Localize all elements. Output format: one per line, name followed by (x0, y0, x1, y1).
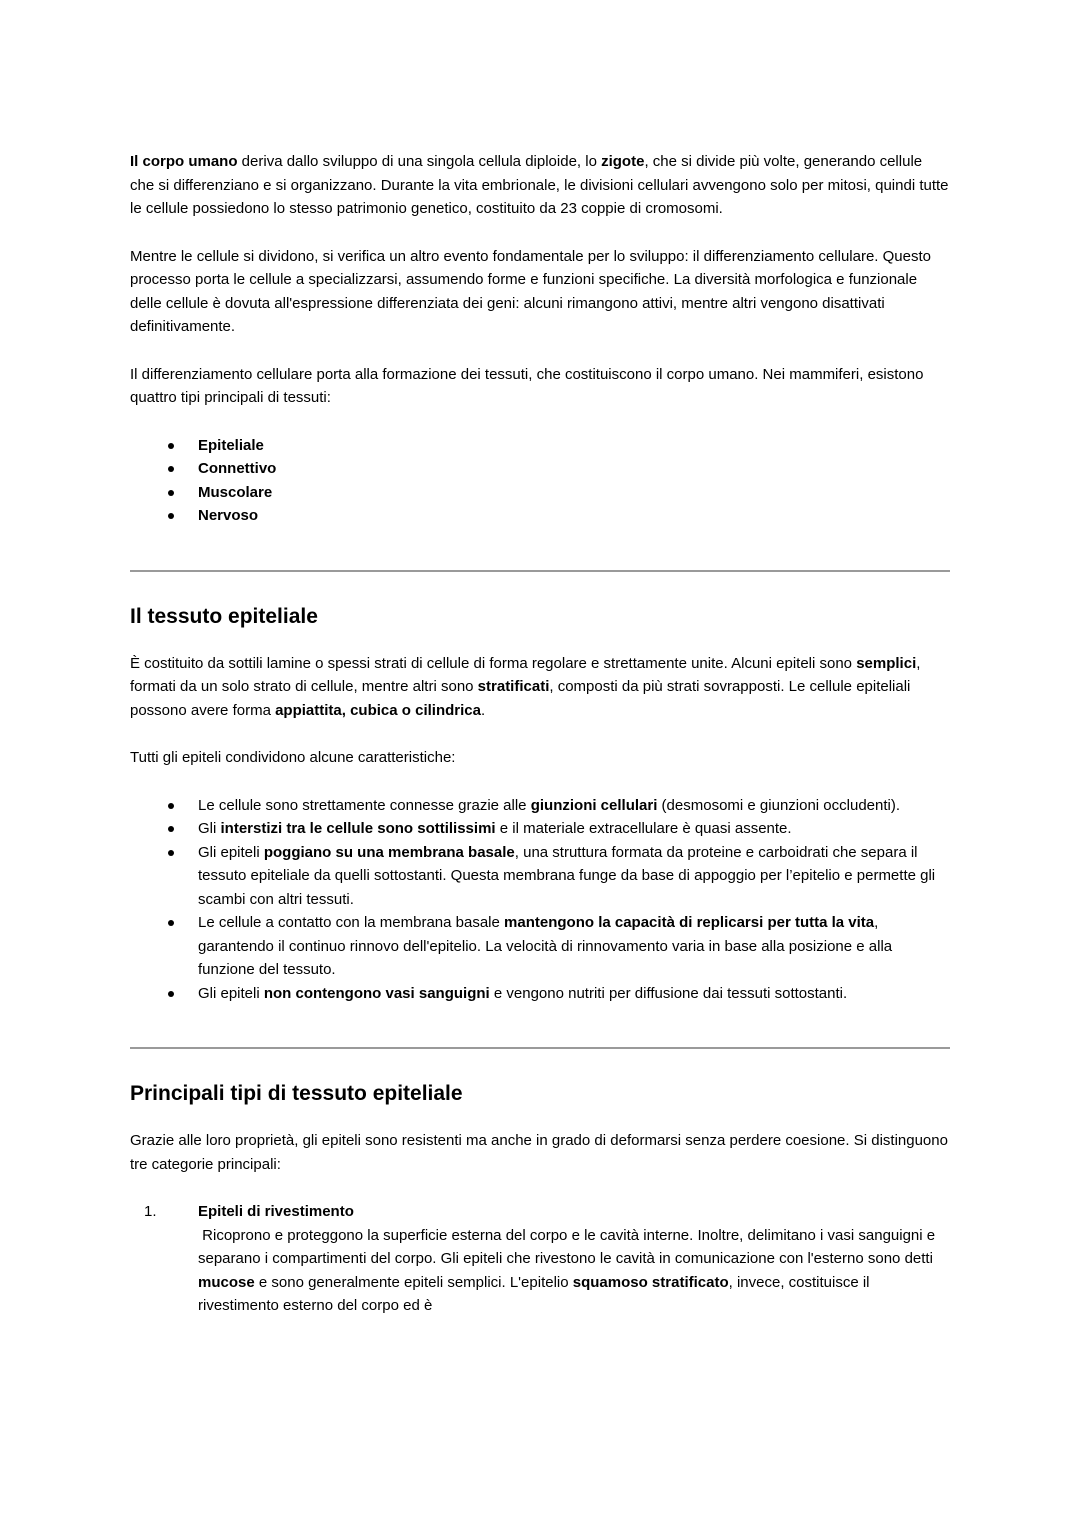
epithelial-description-paragraph (130, 652, 950, 723)
tissue-types-list (130, 434, 950, 528)
list-item-text (198, 817, 950, 841)
text-run: Ricoprono e proteggono la superficie esterna del corpo e le cavità interne. Inoltre, delimitano i vasi sanguigni e separano i compartimenti del corpo. Gli epiteli che rivestono le cavità in comunicazione con l'esterno sono detti (198, 1226, 940, 1267)
list-marker (130, 982, 198, 1006)
text-run: Mentre le cellule si dividono, si verifica un altro evento fondamentale per lo sviluppo: il differenziamento cellulare. Questo processo porta le cellule a specializzarsi, assumendo forme e funzioni specifiche. La diversità morfologica e funzionale delle cellule è dovuta all'espressione differenziata dei geni: alcuni rimangono attivi, mentre altri vengono disattivati definitivamente. (130, 247, 931, 335)
bullet-icon (168, 991, 174, 997)
bold-text-run: Epiteliale (198, 436, 264, 454)
epithelial-types-heading: Principali tipi di tessuto epiteliale (130, 1082, 463, 1105)
list-number: 1. (144, 1203, 157, 1220)
section-divider-2 (130, 1047, 950, 1049)
text-run: Gli epiteli (198, 984, 264, 1002)
bullet-icon (168, 513, 174, 519)
text-run: , formati da un solo strato di cellule, mentre altri sono (130, 654, 921, 695)
text-run: Le cellule a contatto con la membrana basale (198, 914, 505, 931)
text-run: , una struttura formata da proteine e carboidrati che separa il tessuto epiteliale da quelli sottostanti. Questa membrana funge da base di appoggio per l’epitelio e permette gli scambi con altri tessuti. (198, 843, 940, 908)
bold-text-run: stratificati (477, 678, 550, 695)
text-run: e sono generalmente epiteli semplici. L'epitelio (254, 1273, 573, 1291)
list-item (130, 982, 950, 1006)
epithelial-tissue-heading: Il tessuto epiteliale (130, 604, 318, 628)
text-run: È costituito da sottili lamine o spessi strati di cellule di forma regolare e strettamente unite. Alcuni epiteli sono (130, 654, 857, 672)
list-marker (130, 911, 198, 982)
characteristics-intro-paragraph (130, 746, 950, 770)
list-item-text (198, 982, 950, 1006)
bold-text-run: giunzioni cellulari (530, 796, 658, 814)
bold-text-run: Muscolare (198, 483, 273, 501)
bold-text-run: mucose (198, 1273, 255, 1291)
text-run: Le cellule sono strettamente connesse grazie alle (198, 796, 531, 814)
text-run: , invece, costituisce il rivestimento esterno del corpo ed è (198, 1273, 874, 1314)
text-run: , che si divide più volte, generando cellule che si differenziano e si organizzano. Durante la vita embrionale, le divisioni cellulari avvengono solo per mitosi, quindi tutte le cellule possiedono lo stesso patrimonio genetico, costituito da 23 coppie di cromosomi. (130, 153, 949, 217)
text-run: . (480, 701, 486, 719)
list-item (130, 481, 950, 505)
epithelial-categories-list (130, 1200, 950, 1318)
list-marker (130, 457, 198, 481)
list-item (130, 434, 950, 458)
list-item-text (198, 1200, 950, 1318)
list-item (130, 794, 950, 818)
bullet-icon (168, 803, 174, 809)
list-item (130, 841, 950, 912)
list-marker (130, 481, 198, 505)
characteristics-list (130, 794, 950, 1006)
text-run: e vengono nutriti per diffusione dai tessuti sottostanti. (489, 984, 848, 1002)
intro-paragraph (130, 150, 950, 221)
bold-text-run: Il corpo umano (130, 153, 238, 170)
epithelial-types-intro-paragraph (130, 1129, 950, 1176)
text-run: e il materiale extracellulare è quasi assente. (495, 820, 792, 837)
list-item-text (198, 434, 950, 458)
list-marker (130, 794, 198, 818)
list-item-text (198, 841, 950, 912)
list-item-text (198, 794, 950, 818)
list-item (130, 817, 950, 841)
list-marker (130, 504, 198, 528)
bold-text-run: Epiteli di rivestimento (198, 1203, 354, 1220)
list-item (130, 911, 950, 982)
bold-text-run: appiattita, cubica o cilindrica (275, 701, 481, 719)
text-run: (desmosomi e giunzioni occludenti). (657, 796, 901, 814)
list-item-text (198, 457, 950, 481)
text-run: Il differenziamento cellulare porta alla formazione dei tessuti, che costituiscono il corpo umano. Nei mammiferi, esistono quattro tipi principali di tessuti: (130, 365, 924, 406)
tissues-intro-paragraph (130, 363, 950, 410)
list-item-text (198, 481, 950, 505)
list-item (130, 1200, 950, 1318)
bold-text-run: zigote (601, 153, 645, 170)
bold-text-run: semplici (856, 654, 917, 672)
text-run: , garantendo il continuo rinnovo dell'epitelio. La velocità di rinnovamento varia in base alla posizione e alla funzione del tessuto. (198, 914, 897, 978)
text-run: Grazie alle loro proprietà, gli epiteli sono resistenti ma anche in grado di deformarsi senza perdere coesione. Si distinguono tre categorie principali: (130, 1132, 948, 1173)
list-item (130, 457, 950, 481)
bold-text-run: Connettivo (198, 460, 277, 477)
bold-text-run: Nervoso (198, 507, 259, 524)
bullet-icon (168, 920, 174, 926)
text-run: Tutti gli epiteli condividono alcune caratteristiche: (130, 749, 456, 766)
list-marker (130, 841, 198, 912)
list-marker (130, 817, 198, 841)
bullet-icon (168, 490, 174, 496)
list-marker (130, 434, 198, 458)
bullet-icon (168, 443, 174, 449)
differentiation-paragraph (130, 245, 950, 339)
list-item (130, 504, 950, 528)
bold-text-run: non contengono vasi sanguigni (263, 984, 490, 1002)
list-item-text (198, 911, 950, 982)
bold-text-run: mantengono la capacità di replicarsi per tutta la vita (504, 914, 875, 931)
bullet-icon (168, 826, 174, 832)
text-run: deriva dallo sviluppo di una singola cellula diploide, lo (237, 153, 602, 170)
text-run: Gli (198, 820, 221, 837)
list-item-text (198, 504, 950, 528)
text-run: , composti da più strati sovrapposti. Le cellule epiteliali possono avere forma (130, 678, 911, 719)
bold-text-run: squamoso stratificato (572, 1273, 729, 1291)
bold-text-run: interstizi tra le cellule sono sottilissimi (220, 820, 496, 837)
bullet-icon (168, 466, 174, 472)
bullet-icon (168, 850, 174, 856)
text-run: Gli epiteli (198, 843, 264, 861)
bold-text-run: poggiano su una membrana basale (263, 843, 515, 861)
section-divider-1 (130, 570, 950, 572)
